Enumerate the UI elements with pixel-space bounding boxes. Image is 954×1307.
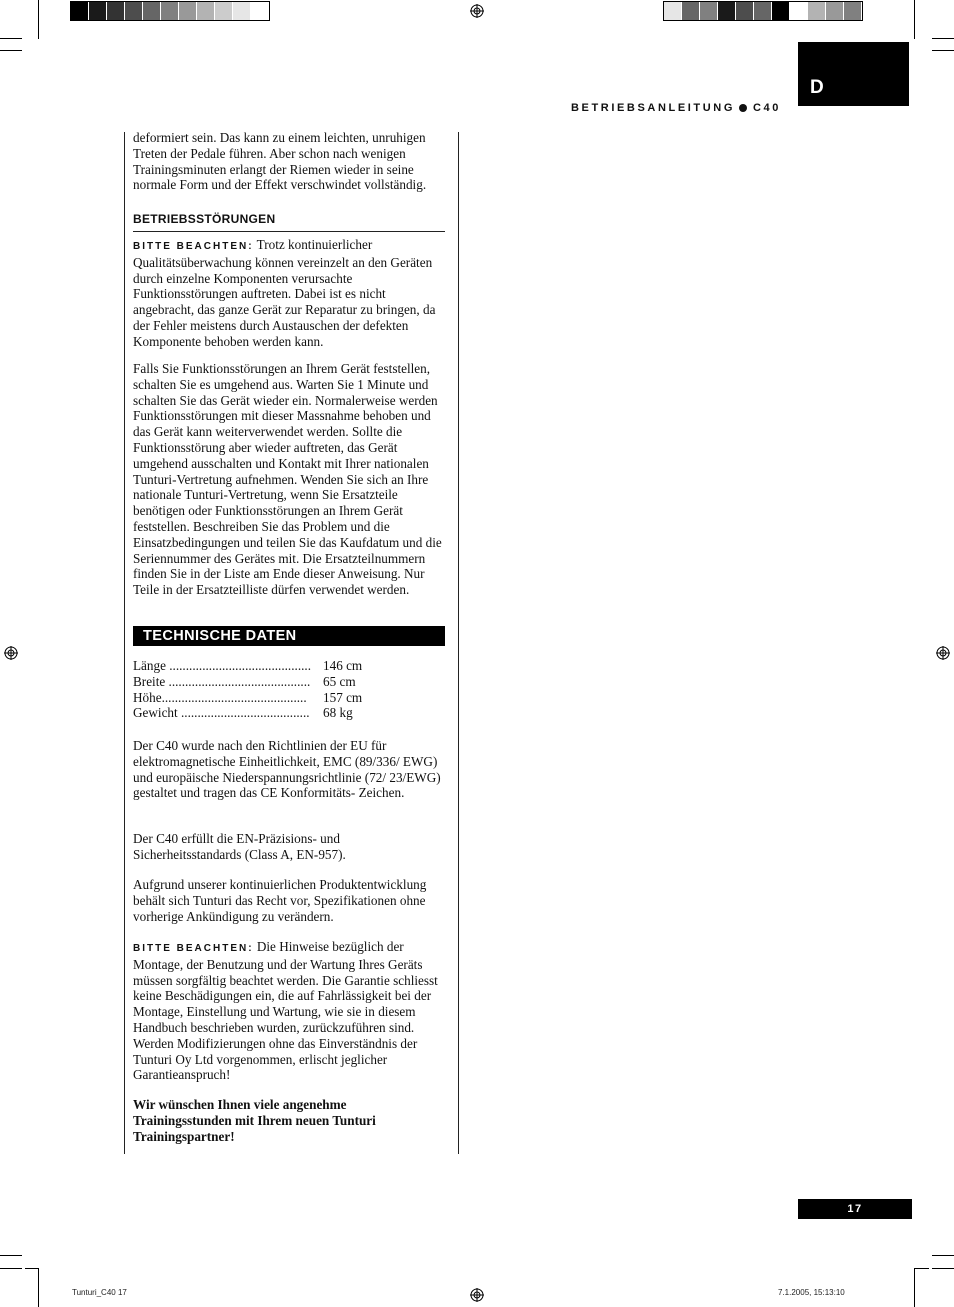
color-swatch — [143, 2, 161, 20]
eu-paragraph: Der C40 wurde nach den Richtlinien der EU für elektromagnetische Einheitlichkeit, EMC (89/336/ EWG) und europäische Niederspannungsrichtlinie (72/ 23/EWG) gestaltet und tragen das CE Konformitäts- Zeichen. — [133, 738, 441, 801]
tech-note — [133, 939, 446, 1083]
color-swatch — [718, 2, 736, 20]
crop-mark-icon — [0, 50, 22, 51]
color-swatch — [700, 2, 718, 20]
color-swatch — [772, 2, 790, 20]
section-heading-tech — [133, 626, 445, 646]
running-head-model: C40 — [752, 102, 781, 114]
crop-mark-icon — [914, 1268, 915, 1307]
bullet-icon — [739, 104, 747, 112]
spec-row: Gewicht ....................................... 68 kg — [133, 705, 353, 721]
faults-note — [133, 237, 446, 350]
color-swatch — [161, 2, 179, 20]
color-swatch — [215, 2, 233, 20]
language-tab-label: D — [810, 77, 824, 98]
crop-mark-icon — [932, 38, 954, 39]
column-rule-right — [458, 132, 459, 1154]
color-swatch — [844, 2, 862, 20]
crop-mark-icon — [0, 1268, 22, 1269]
section-heading-faults: BETRIEBSSTÖRUNGEN — [133, 212, 445, 232]
crop-mark-icon — [914, 0, 915, 39]
running-head — [571, 102, 791, 114]
color-swatch — [826, 2, 844, 20]
crop-mark-icon — [25, 1268, 39, 1269]
crop-mark-icon — [915, 1268, 929, 1269]
spec-row: Höhe............................................ 157 cm — [133, 689, 363, 705]
running-head-title: BETRIEBSANLEITUNG — [571, 102, 735, 114]
spec-list — [133, 658, 446, 721]
color-swatch — [197, 2, 215, 20]
slug-timestamp: 7.1.2005, 15:13:10 — [778, 1288, 845, 1297]
intro-paragraph: deformiert sein. Das kann zu einem leichten, unruhigen Treten der Pedale führen. Aber schon nach wenigen Trainingsminuten erlangt der Riemen wieder in seine normale Form und der Effekt verschwindet vollständig. — [133, 130, 427, 193]
column-rule-left — [124, 132, 125, 1154]
spec-row: Breite ........................................... 65 cm — [133, 673, 356, 689]
crop-mark-icon — [932, 1255, 954, 1256]
crop-mark-icon — [932, 50, 954, 51]
color-swatch — [664, 2, 682, 20]
note-text: Die Hinweise bezüglich der Montage, der Benutzung und der Wartung Ihres Geräts müssen sorgfältig beachtet werden. Die Garantie schliesst keine Beschädigungen ein, die auf Fahrlässigkeit bei der Montage, Einstellung und Wartung, wie sie in diesem Handbuch beschrieben wurden, zurückzuführen sind. Werden Modifizierungen ohne das Einverständnis der Tunturi Oy Ltd vorgenommen, erlischt jeglicher Garantieanspruch! — [133, 939, 438, 1083]
registration-mark-icon — [936, 646, 950, 660]
development-paragraph: Aufgrund unserer kontinuierlichen Produktentwicklung behält sich Tunturi das Recht vor, Spezifikationen ohne vorherige Ankündigung zu verändern. — [133, 877, 427, 924]
note-label: BITTE BEACHTEN: — [133, 943, 254, 954]
crop-mark-icon — [0, 1255, 22, 1256]
color-swatch — [71, 2, 89, 20]
color-swatch — [89, 2, 107, 20]
color-swatch — [754, 2, 772, 20]
color-swatch — [682, 2, 700, 20]
color-swatch — [107, 2, 125, 20]
language-tab — [798, 42, 909, 106]
registration-mark-icon — [4, 646, 18, 660]
color-swatch — [125, 2, 143, 20]
crop-mark-icon — [38, 1268, 39, 1307]
crop-mark-icon — [0, 38, 22, 39]
note-label: BITTE BEACHTEN: — [133, 241, 254, 252]
crop-mark-icon — [932, 1268, 954, 1269]
section-heading-tech-label: TECHNISCHE DATEN — [143, 628, 297, 644]
slug-file: Tunturi_C40 17 — [72, 1288, 127, 1297]
faults-paragraph: Falls Sie Funktionsstörungen an Ihrem Gerät feststellen, schalten Sie es umgehend aus. Warten Sie 1 Minute und schalten Sie das Gerät wieder ein. Normalerweise werden Funktionsstörungen mit dieser Massnahme behoben und das Gerät kann weiterverwendet werden. Sollte die Funktionsstörung aber wieder auftreten, das Gerät umgehend ausschalten und Kontakt mit Ihrer nationalen Tunturi-Vertretung aufnehmen. Wenden Sie sich an Ihre nationale Tunturi-Vertretung, wenn Sie Ersatzteile benötigen oder Funktionsstörungen an Ihrem Gerät feststellen. Beschreiben Sie das Problem und die Einsatzbedingungen und teilen Sie das Kaufdatum und die Seriennummer des Gerätes mit. Die Ersatzteilnummern finden Sie in der Liste am Ende dieser Anweisung. Nur Teile in der Ersatzteilliste dürfen verwendet werden. — [133, 361, 442, 598]
color-bar-left — [70, 1, 270, 21]
color-bar-right — [663, 1, 863, 21]
spec-row: Länge ........................................... 146 cm — [133, 658, 363, 673]
crop-mark-icon — [38, 0, 39, 39]
closing-text: Wir wünschen Ihnen viele angenehme Trainingsstunden mit Ihrem neuen Tunturi Trainingspartner! — [133, 1097, 376, 1144]
color-swatch — [736, 2, 754, 20]
registration-mark-icon — [470, 4, 484, 18]
en-paragraph: Der C40 erfüllt die EN-Präzisions- und Sicherheitsstandards (Class A, EN-957). — [133, 831, 346, 862]
page-number: 17 — [798, 1199, 912, 1219]
color-swatch — [251, 2, 269, 20]
color-swatch — [179, 2, 197, 20]
registration-mark-icon — [470, 1288, 484, 1302]
note-text: Trotz kontinuierlicher Qualitätsüberwachung können vereinzelt an den Geräten durch einzelne Komponenten verursachte Funktionsstörungen auftreten. Dabei ist es nicht angebracht, das ganze Gerät zur Reparatur zu bringen, da der Fehler meistens durch Austauschen der defekten Komponente behoben werden kann. — [133, 237, 436, 349]
color-swatch — [790, 2, 808, 20]
color-swatch — [233, 2, 251, 20]
color-swatch — [808, 2, 826, 20]
